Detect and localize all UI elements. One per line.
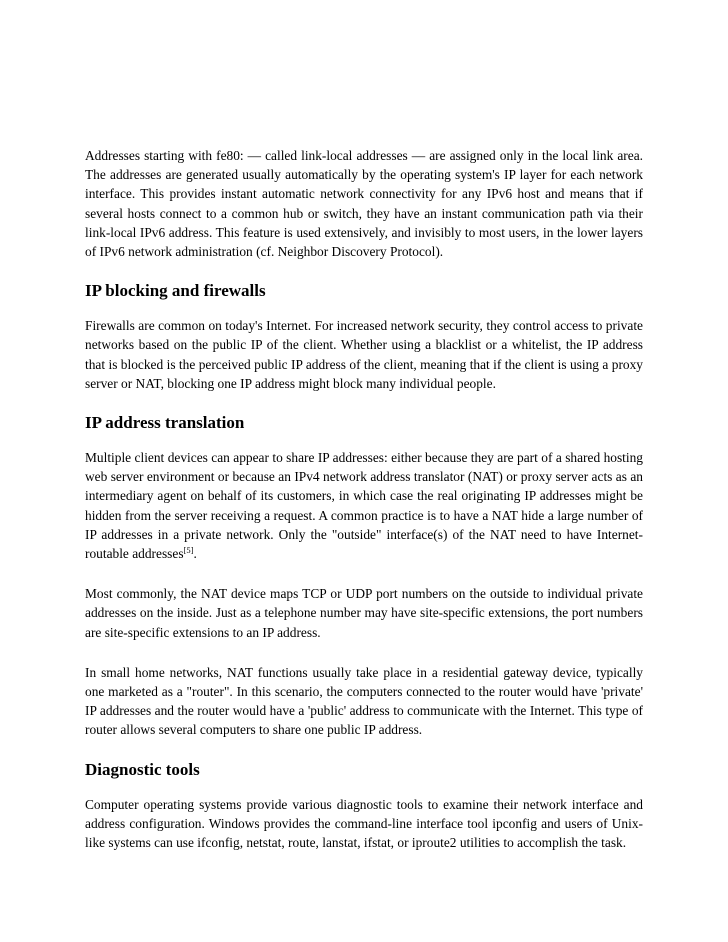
heading-diagnostic-tools: Diagnostic tools [85,759,200,779]
paragraph-firewalls: Firewalls are common on today's Internet. For increased network security, they control access to private networks based on the public IP of the client. Whether using a blacklist or a whitelist, the IP address that is blocked is the perceived public IP address of the client, meaning that if the client is using a proxy server or NAT, blocking one IP address might block many individual people. [85,318,643,391]
document-page [85,146,643,852]
heading-ip-blocking: IP blocking and firewalls [85,281,266,301]
paragraph-diagnostic-tools: Computer operating systems provide various diagnostic tools to examine their network interface and address configuration. Windows provides the command-line interface tool ipconfig and users of Unix-like systems can use ifconfig, netstat, route, lanstat, ifstat, or iproute2 utilities to accomplish the task. [85,796,643,851]
paragraph-link-local: Addresses starting with fe80: — called link-local addresses — are assigned only in the local link area. The addresses are generated usually automatically by the operating system's IP layer for each network interface. This provides instant automatic network connectivity for any IPv6 host and means that if several hosts connect to a common hub or switch, they have an instant communication path via their link-local IPv6 address. This feature is used extensively, and invisibly to most users, in the lower layers of IPv6 network administration (cf. Neighbor Discovery Protocol). [85,148,643,260]
paragraph-shared-addresses [85,448,643,563]
heading-ip-translation: IP address translation [85,413,245,433]
paragraph-nat-port-mapping: Most commonly, the NAT device maps TCP or UDP port numbers on the outside to individual private addresses on the inside. Just as a telephone number may have site-specific extensions, the port numbers are site-specific extensions to an IP address. [85,586,643,640]
paragraph-home-networks: In small home networks, NAT functions usually take place in a residential gateway device, typically one marketed as a "router". In this scenario, the computers connected to the router would have 'private' IP addresses and the router would have a 'public' address to communicate with the Internet. This type of router allows several computers to share one public IP address. [85,664,643,738]
citation-reference-5[interactable]: [5] [183,545,194,556]
paragraph-shared-addresses-text: Multiple client devices can appear to share IP addresses: either because they are part of a shared hosting web server environment or because an IPv4 network address translator (NAT) or proxy server acts as an intermediary agent on behalf of its customers, in which case the real originating IP addresses might be hidden from the server receiving a request. A common practice is to have a NAT hide a large number of IP addresses in a private network. Only the "outside" interface(s) of the NAT need to have Internet-routable addresses [85,450,643,562]
paragraph-end-period: . [193,546,197,562]
